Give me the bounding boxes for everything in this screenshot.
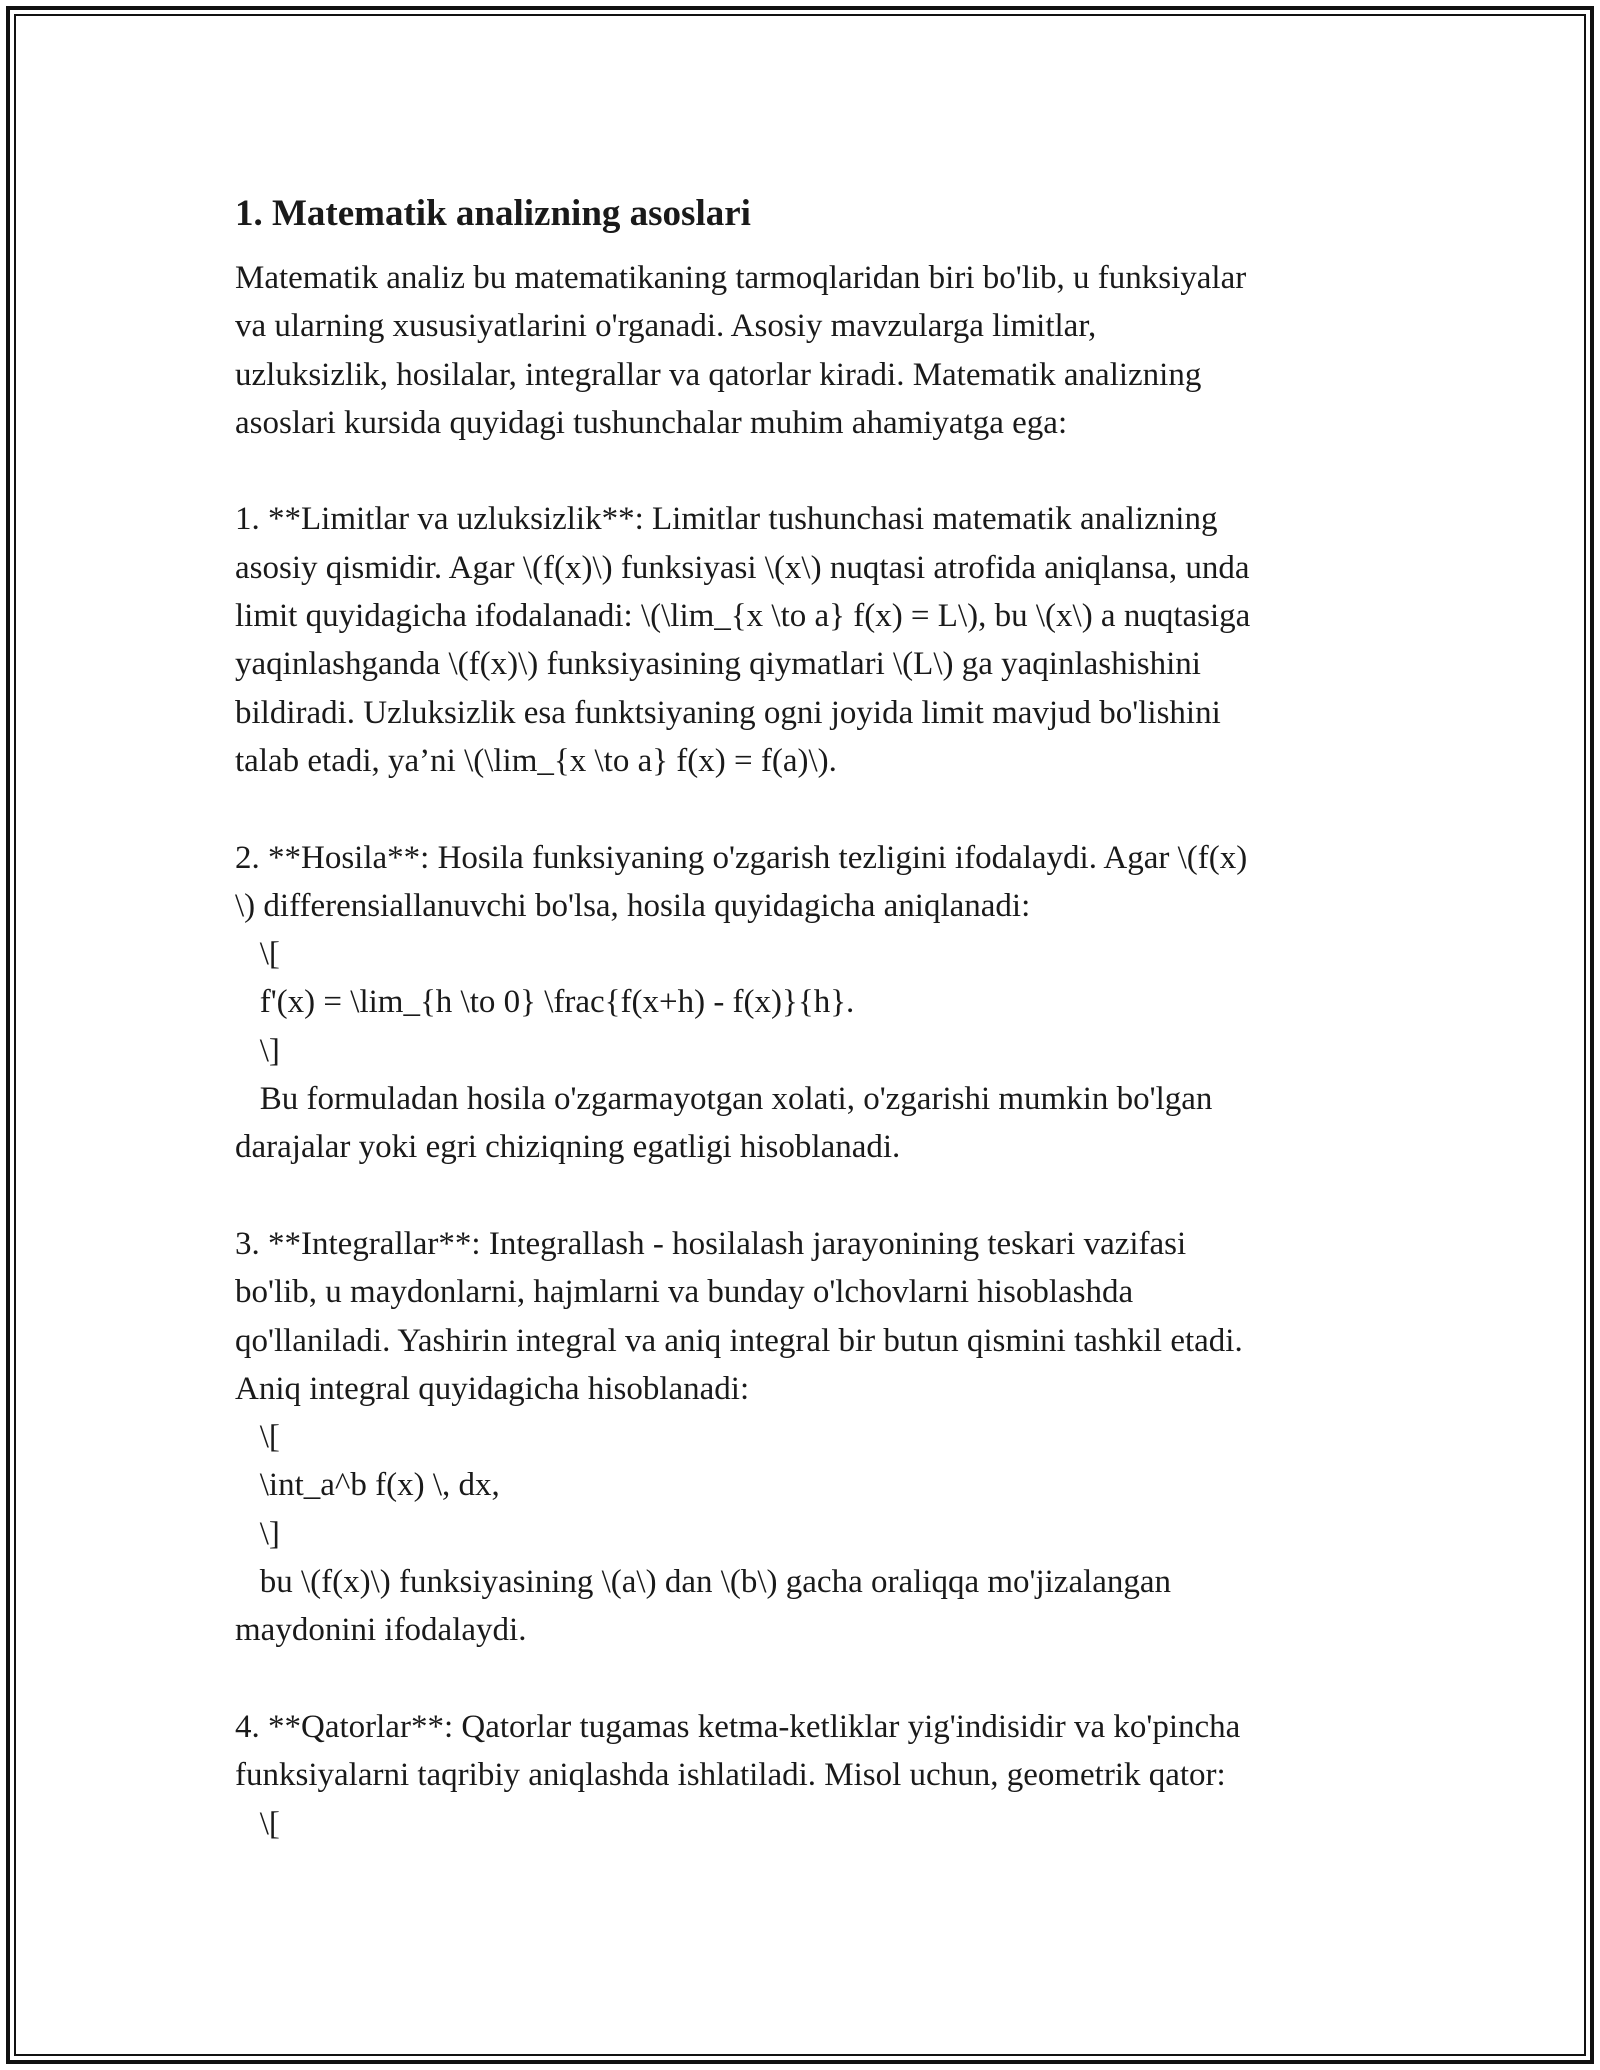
text-line: asoslari kursida quyidagi tushunchalar muhim ahamiyatga ega: (235, 404, 1068, 441)
text-line: qo'llaniladi. Yashirin integral va aniq integral bir butun qismini tashkil etadi. (235, 1322, 1243, 1359)
text-line: bu \(f(x)\) funksiyasining \(a\) dan \(b\) gacha oraliqqa mo'jizalangan (235, 1564, 1172, 1601)
text-line: talab etadi, ya’ni \(\lim_{x \to a} f(x) = f(a)\). (235, 742, 837, 779)
text-line: 3. **Integrallar**: Integrallash - hosilalash jarayonining teskari vazifasi (235, 1225, 1187, 1262)
blank-line (235, 1172, 1375, 1220)
formula-line: \[ (235, 936, 280, 973)
text-line: bo'lib, u maydonlarni, hajmlarni va bunday o'lchovlarni hisoblashda (235, 1274, 1134, 1311)
section-title: 1. Matematik analizning asoslari (235, 193, 751, 234)
text-line: funksiyalarni taqribiy aniqlashda ishlatiladi. Misol uchun, geometrik qator: (235, 1757, 1226, 1794)
text-line: Matematik analiz bu matematikaning tarmoqlaridan biri bo'lib, u funksiyalar (235, 260, 1247, 296)
text-line: Aniq integral quyidagicha hisoblanadi: (235, 1370, 750, 1407)
text-line: va ularning xususiyatlarini o'rganadi. Asosiy mavzularga limitlar, (235, 308, 1097, 345)
text-line: yaqinlashganda \(f(x)\) funksiyasining qiymatlari \(L\) ga yaqinlashishini (235, 646, 1201, 683)
formula-line: \] (235, 1515, 280, 1552)
formula-line: f'(x) = \lim_{h \to 0} \frac{f(x+h) - f(x)}{h}. (235, 984, 855, 1021)
formula-line: \[ (235, 1805, 280, 1842)
text-line: limit quyidagicha ifodalanadi: \(\lim_{x \to a} f(x) = L\), bu \(x\) a nuqtasiga (235, 598, 1251, 635)
blank-line (235, 1655, 1375, 1703)
text-line: bildiradi. Uzluksizlik esa funktsiyaning ogni joyida limit mavjud bo'lishini (235, 694, 1221, 731)
text-line: \) differensiallanuvchi bo'lsa, hosila quyidagicha aniqlanadi: (235, 887, 1031, 924)
formula-line: \] (235, 1032, 280, 1069)
formula-line: \[ (235, 1419, 280, 1456)
body-text (235, 254, 1375, 1848)
document-page (235, 186, 1375, 1848)
text-line: darajalar yoki egri chiziqning egatligi hisoblanadi. (235, 1129, 901, 1166)
text-line: maydonini ifodalaydi. (235, 1612, 527, 1649)
text-line: asosiy qismidir. Agar \(f(x)\) funksiyasi \(x\) nuqtasi atrofida aniqlansa, unda (235, 549, 1250, 586)
blank-line (235, 447, 1375, 495)
text-line: 1. **Limitlar va uzluksizlik**: Limitlar tushunchasi matematik analizning (235, 501, 1218, 538)
blank-line (235, 785, 1375, 833)
text-line: 4. **Qatorlar**: Qatorlar tugamas ketma-ketliklar yig'indisidir va ko'pincha (235, 1708, 1241, 1745)
text-line: uzluksizlik, hosilalar, integrallar va qatorlar kiradi. Matematik analizning (235, 356, 1202, 393)
text-line: 2. **Hosila**: Hosila funksiyaning o'zgarish tezligini ifodalaydi. Agar \(f(x) (235, 839, 1248, 876)
formula-line: \int_a^b f(x) \, dx, (235, 1467, 500, 1504)
text-line: Bu formuladan hosila o'zgarmayotgan xolati, o'zgarishi mumkin bo'lgan (235, 1081, 1213, 1118)
